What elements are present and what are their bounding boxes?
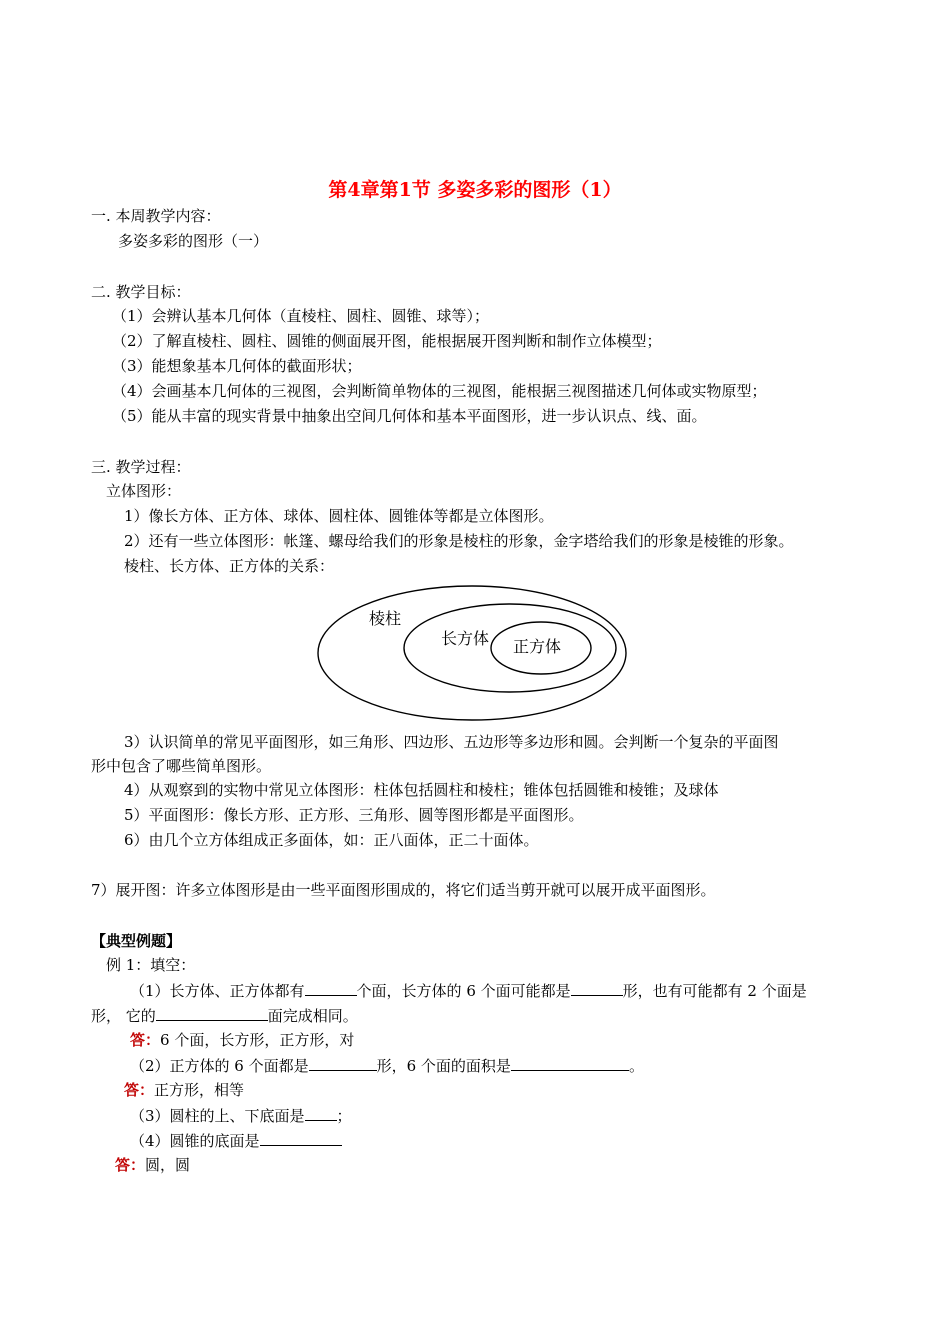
answer-label: 答：	[130, 1031, 161, 1049]
question-text: 形， 它的	[91, 1007, 156, 1025]
process-paragraph: 7）展开图：许多立体图形是由一些平面图形围成的，将它们适当剪开就可以展开成平面图形。	[91, 881, 716, 899]
answer-blank	[511, 1055, 629, 1071]
answer-blank	[571, 980, 623, 996]
question-text: （3）圆柱的上、下底面是	[130, 1107, 305, 1125]
question-2	[130, 1055, 644, 1076]
section1-heading: 一. 本周教学内容：	[91, 207, 221, 225]
question-text: （2）正方体的 6 个面都是	[130, 1057, 309, 1075]
question-text: 形，6 个面的面积是	[376, 1057, 511, 1075]
answer-blank	[224, 1005, 268, 1021]
answer-blank	[305, 1105, 337, 1121]
answer-blank	[260, 1130, 342, 1146]
question-text: （4）圆锥的底面是	[130, 1132, 260, 1150]
question-text: （1）长方体、正方体都有	[130, 982, 305, 1000]
answer-text: 圆，圆	[145, 1156, 191, 1174]
objective-item: （5）能从丰富的现实背景中抽象出空间几何体和基本平面图形，进一步认识点、线、面。	[112, 407, 707, 425]
section3-heading: 三. 教学过程：	[91, 458, 191, 476]
question-text: 面完成相同。	[267, 1007, 358, 1025]
process-paragraph: 3）认识简单的常见平面图形，如三角形、四边形、五边形等多边形和圆。会判断一个复杂的平面图	[124, 733, 779, 751]
cuboid-ellipse	[404, 604, 616, 692]
objective-item: （2）了解直棱柱、圆柱、圆锥的侧面展开图，能根据展开图判断和制作立体模型；	[112, 332, 662, 350]
question-text: 。	[628, 1057, 644, 1075]
question-text: ；	[336, 1107, 352, 1125]
answer-blank	[309, 1055, 377, 1071]
section3-subheading: 立体图形：	[106, 482, 182, 500]
section1-content: 多姿多彩的图形（一）	[118, 232, 269, 250]
question-1-line2	[91, 1005, 358, 1026]
answer-blank	[156, 1005, 224, 1021]
question-3	[130, 1105, 352, 1126]
process-paragraph: 1）像长方体、正方体、球体、圆柱体、圆锥体等都是立体图形。	[124, 507, 554, 525]
prism-label: 棱柱	[369, 609, 402, 628]
process-paragraph: 形中包含了哪些简单图形。	[91, 757, 272, 775]
question-4	[130, 1130, 342, 1151]
answer-text: 6 个面，长方形，正方形，对	[160, 1031, 355, 1049]
question-text: 个面，长方体的 6 个面可能都是	[356, 982, 571, 1000]
objective-item: （1）会辨认基本几何体（直棱柱、圆柱、圆锥、球等）；	[112, 307, 490, 325]
objective-item: （4）会画基本几何体的三视图，会判断简单物体的三视图，能根据三视图描述几何体或实物原型；	[112, 382, 767, 400]
process-paragraph: 6）由几个立方体组成正多面体，如：正八面体，正二十面体。	[124, 831, 539, 849]
answer-label: 答：	[124, 1081, 155, 1099]
process-paragraph: 4）从观察到的实物中常见立体图形：柱体包括圆柱和棱柱；锥体包括圆锥和棱锥；及球体	[124, 781, 719, 799]
cuboid-label: 长方体	[441, 629, 490, 648]
objective-item: （3）能想象基本几何体的截面形状；	[112, 357, 362, 375]
cube-label: 正方体	[513, 637, 562, 656]
answer-blank	[305, 980, 357, 996]
answer-2	[124, 1080, 244, 1100]
answer-3-4	[115, 1155, 190, 1175]
page-title: 第4章第1节 多姿多彩的图形（1）	[328, 179, 622, 201]
nested-set-diagram	[315, 578, 633, 728]
example-label: 例 1：填空：	[106, 956, 196, 974]
answer-label: 答：	[115, 1156, 146, 1174]
examples-heading: 【典型例题】	[91, 932, 182, 950]
section2-heading: 二. 教学目标：	[91, 283, 191, 301]
question-1-line1	[130, 980, 807, 1001]
process-paragraph: 5）平面图形：像长方形、正方形、三角形、圆等图形都是平面图形。	[124, 806, 584, 824]
answer-1	[130, 1030, 354, 1050]
answer-text: 正方形，相等	[154, 1081, 245, 1099]
relation-caption: 棱柱、长方体、正方体的关系：	[124, 557, 335, 575]
process-paragraph: 2）还有一些立体图形：帐篷、螺母给我们的形象是棱柱的形象，金字塔给我们的形象是棱锥的形象。	[124, 532, 794, 550]
question-text: 形，也有可能都有 2 个面是	[622, 982, 807, 1000]
